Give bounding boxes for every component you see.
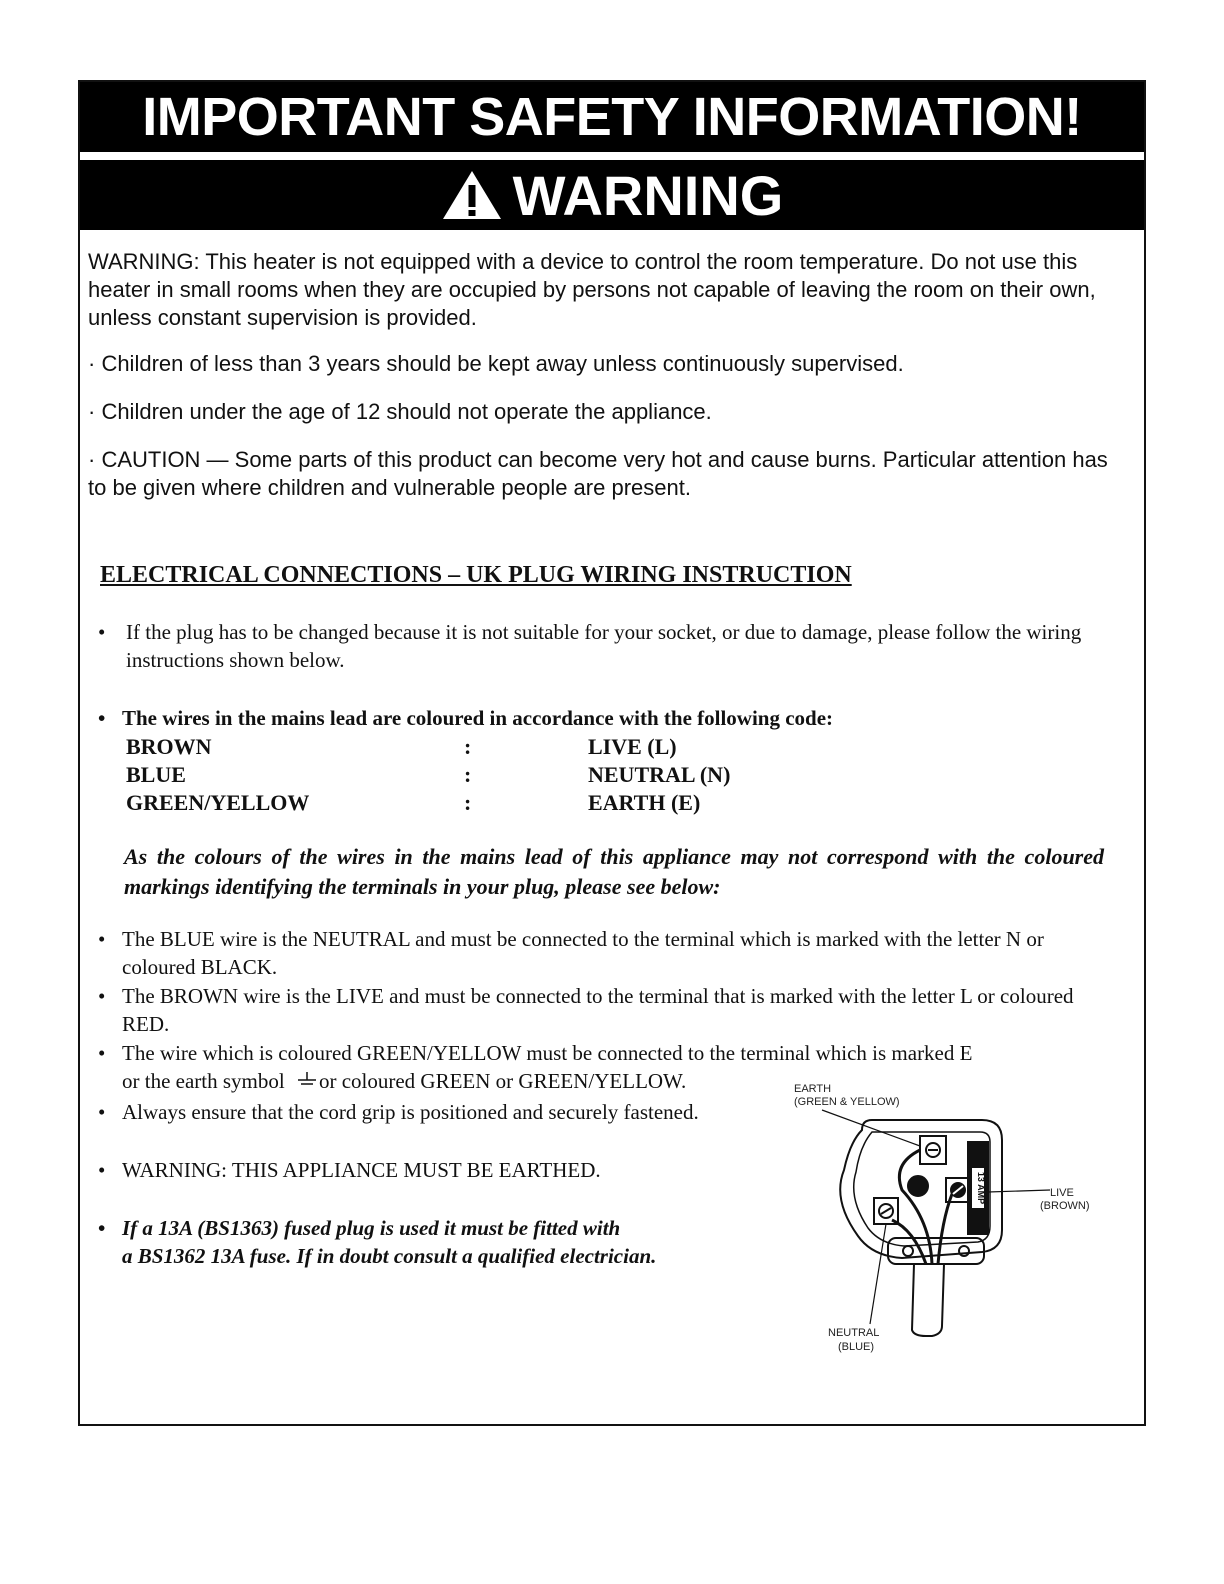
wire-code-row: [126, 761, 826, 789]
earth-sub-label: (GREEN & YELLOW): [794, 1096, 900, 1108]
wire-meaning: LIVE (L): [588, 734, 677, 759]
earth-label: EARTH: [794, 1083, 832, 1095]
wire-sep: :: [464, 790, 472, 815]
earth-symbol-suffix: or coloured GREEN or GREEN/YELLOW.: [318, 1069, 687, 1093]
bullet-dot: •: [98, 1100, 106, 1124]
wire-colour: GREEN/YELLOW: [126, 790, 310, 815]
colour-note: As the colours of the wires in the mains lead of this appliance may not correspond with the coloured markings identifying the terminals in your plug, please see below:: [124, 844, 1104, 899]
wire-code-row: [126, 789, 826, 817]
electrical-intro: [98, 618, 1108, 674]
wire-code-table: [126, 733, 826, 817]
bullet-dot: •: [98, 706, 106, 730]
code-intro: [98, 704, 1108, 732]
fuse-note: [98, 1214, 798, 1270]
live-label: LIVE: [1050, 1187, 1074, 1199]
bullet-dot: •: [98, 1158, 106, 1182]
wire-meaning: EARTH (E): [588, 790, 701, 815]
warning-text: WARNING: This heater is not equipped with a device to control the room temperature. Do not use this heater in small rooms when they are occupied by persons not capable of leaving the room on their own, unless constant supervision is provided.: [88, 249, 1096, 330]
rule-earth-text: The wire which is coloured GREEN/YELLOW must be connected to the terminal which is marked E: [122, 1041, 973, 1065]
fuse-label: 13 AMP: [976, 1171, 986, 1205]
bullet-dot: •: [98, 620, 106, 644]
rule-neutral-text: The BLUE wire is the NEUTRAL and must be connected to the terminal which is marked with the letter N or coloured BLACK.: [122, 927, 1044, 979]
wire-colour: BROWN: [126, 734, 212, 759]
bullet-dot: •: [98, 1041, 106, 1065]
earthed-warning-text: WARNING: THIS APPLIANCE MUST BE EARTHED.: [122, 1158, 601, 1182]
rule-neutral: [98, 925, 1108, 981]
rule-cord-grip: [98, 1098, 798, 1126]
wire-sep: :: [464, 734, 472, 759]
plug-wiring-diagram: [792, 1080, 1102, 1356]
neutral-sub-label: (BLUE): [838, 1341, 875, 1353]
fuse-note-line-1: If a 13A (BS1363) fused plug is used it must be fitted with: [122, 1216, 621, 1240]
rule-cord-grip-text: Always ensure that the cord grip is positioned and securely fastened.: [122, 1100, 699, 1124]
wire-meaning: NEUTRAL (N): [588, 762, 731, 787]
bullet-dot: •: [98, 927, 106, 951]
warning-triangle-icon: [441, 169, 503, 221]
electrical-intro-text: If the plug has to be changed because it is not suitable for your socket, or due to damage, please follow the wiring instructions shown below.: [126, 620, 1082, 672]
earth-symbol-prefix: or the earth symbol: [122, 1069, 285, 1093]
neutral-label: NEUTRAL: [828, 1327, 880, 1339]
wire-sep: :: [464, 762, 472, 787]
safety-point-3: · CAUTION — Some parts of this product can become very hot and cause burns. Particular attention has to be given where children and vulnerable people are present.: [88, 447, 1108, 500]
rule-live-text: The BROWN wire is the LIVE and must be connected to the terminal that is marked with the letter L or coloured RED.: [122, 984, 1074, 1036]
code-intro-text: The wires in the mains lead are coloured in accordance with the following code:: [122, 706, 834, 730]
page-frame: [78, 80, 1146, 1426]
fuse-note-line-2: a BS1362 13A fuse. If in doubt consult a qualified electrician.: [122, 1244, 657, 1268]
page-title: IMPORTANT SAFETY INFORMATION!: [80, 82, 1144, 152]
wire-code-row: [126, 733, 826, 761]
wire-colour: BLUE: [126, 762, 186, 787]
safety-point-2: · Children under the age of 12 should not operate the appliance.: [88, 399, 712, 424]
electrical-heading: ELECTRICAL CONNECTIONS – UK PLUG WIRING INSTRUCTION: [100, 562, 852, 588]
earth-symbol-icon: [296, 1071, 318, 1091]
warning-banner-label: WARNING: [512, 164, 784, 227]
rule-live: [98, 982, 1108, 1038]
live-sub-label: (BROWN): [1040, 1200, 1090, 1212]
earthed-warning: [98, 1156, 798, 1184]
bullet-dot: •: [98, 984, 106, 1008]
plug-icon: [822, 1110, 1050, 1336]
safety-point-1: · Children of less than 3 years should be kept away unless continuously supervised.: [88, 351, 904, 376]
warning-banner: [80, 160, 1144, 230]
bullet-dot: •: [98, 1216, 106, 1240]
